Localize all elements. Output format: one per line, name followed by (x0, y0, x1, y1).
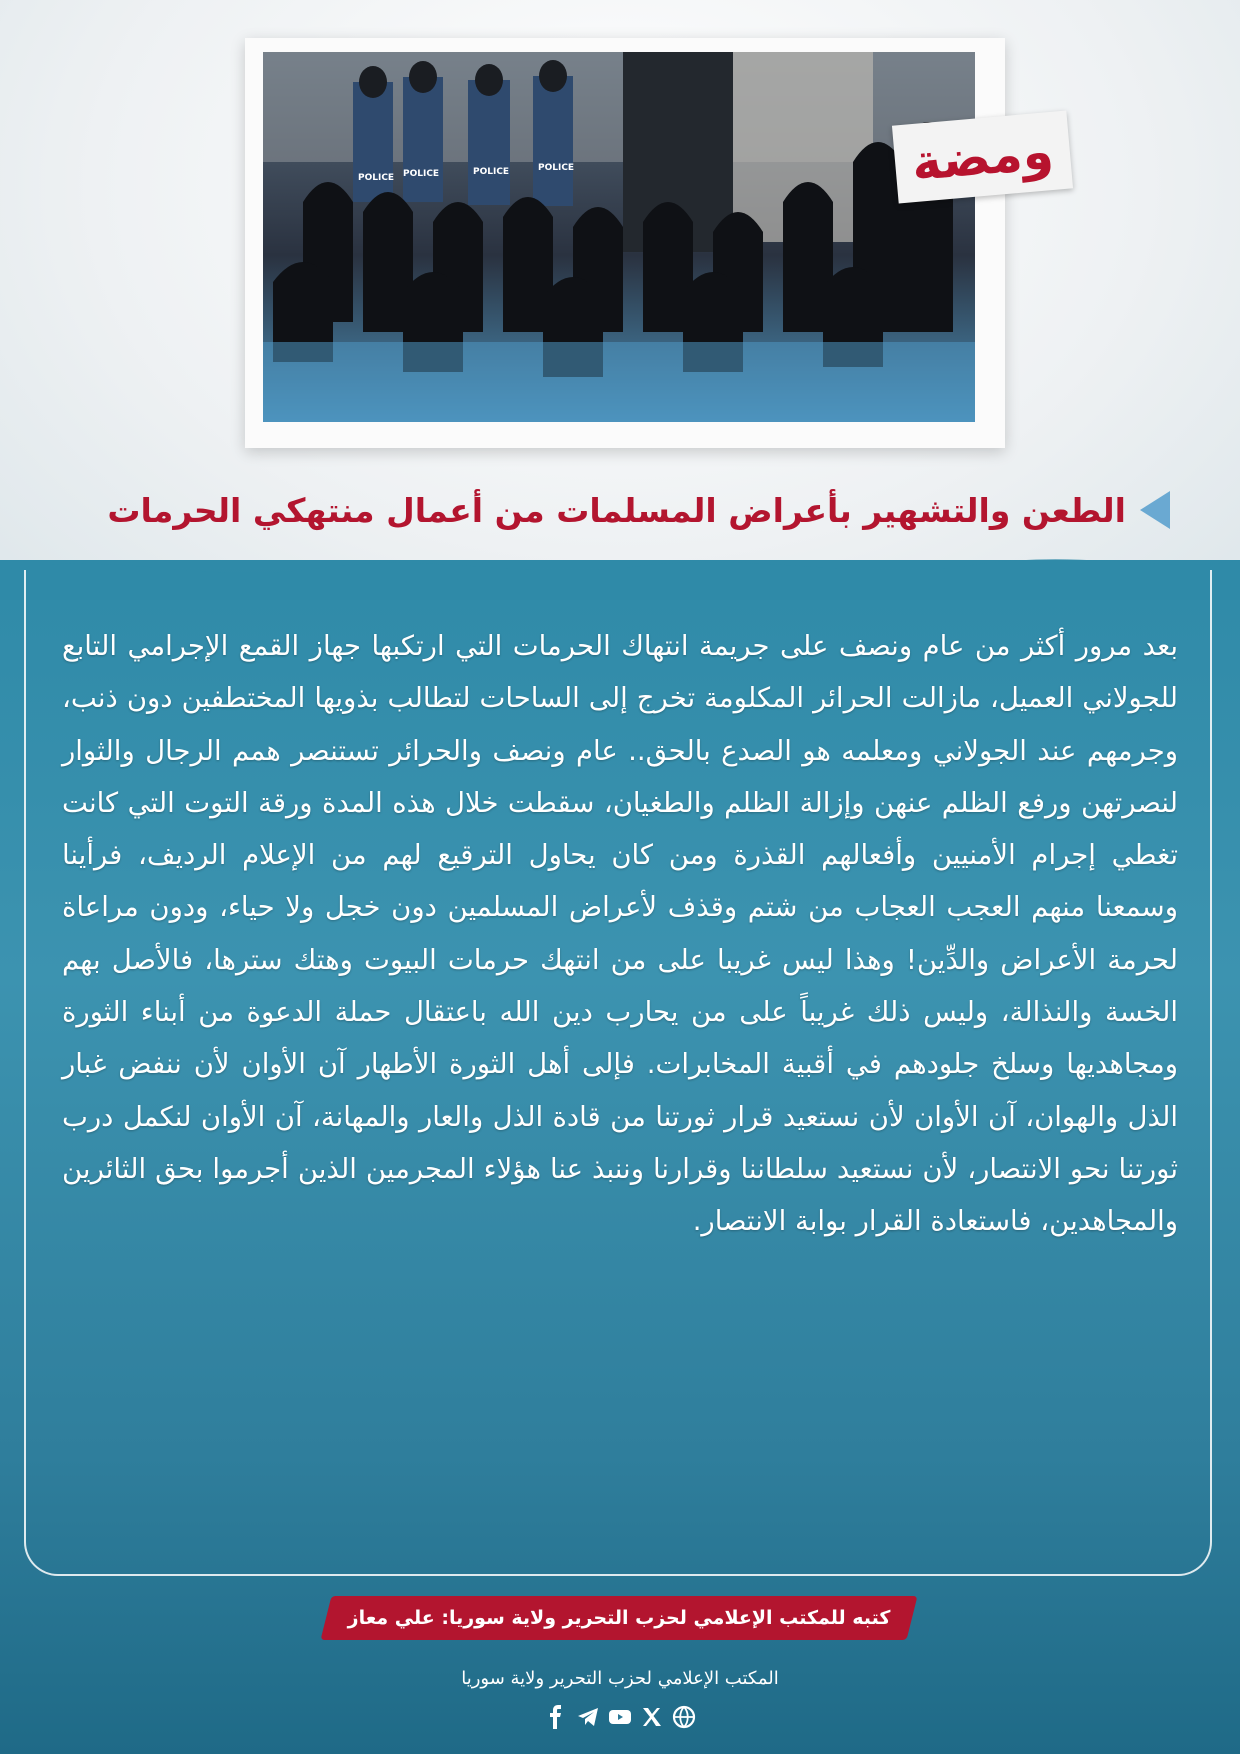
telegram-icon[interactable] (575, 1704, 601, 1730)
stamp-label: ومضة (909, 121, 1056, 193)
police-label: POLICE (358, 173, 395, 183)
police-label: POLICE (538, 163, 575, 173)
footer-office-name: المكتب الإعلامي لحزب التحرير ولاية سوريا (461, 1668, 779, 1689)
website-icon[interactable] (671, 1704, 697, 1730)
police-label: POLICE (403, 169, 440, 179)
photo-frame (245, 38, 1005, 448)
headline-row (100, 484, 1170, 536)
x-icon[interactable] (639, 1704, 665, 1730)
article-headline: الطعن والتشهير بأعراض المسلمات من أعمال منتهكي الحرمات (107, 490, 1126, 530)
wamdha-stamp (892, 111, 1073, 204)
youtube-icon[interactable] (607, 1704, 633, 1730)
protest-photo (263, 52, 975, 422)
author-credit: كتبه للمكتب الإعلامي لحزب التحرير ولاية سوريا: علي معاز (347, 1607, 891, 1629)
article-body: بعد مرور أكثر من عام ونصف على جريمة انتهاك الحرمات التي ارتكبها جهاز القمع الإجرامي التابع للجولاني العميل، مازالت الحرائر المكلومة تخرج إلى الساحات لتطالب بذويها المختطفين دون ذنب، وجرمهم عند الجولاني ومعلمه هو الصدع بالحق.. عام ونصف والحرائر تستنصر همم الرجال والثوار لنصرتهن ورفع الظلم عنهن وإزالة الظلم والطغيان، سقطت خلال هذه المدة ورقة التوت التي كانت تغطي إجرام الأمنيين وأفعالهم القذرة ومن كان يحاول الترقيع لهم من الإعلام الرديف، فرأينا وسمعنا منهم العجب العجاب من شتم وقذف لأعراض المسلمين دون خجل ولا حياء، ودون مراعاة لحرمة الأعراض والدِّين! وهذا ليس غريبا على من انتهك حرمات البيوت وهتك سترها، فالأصل بهم الخسة والنذالة، وليس ذلك غريباً على من يحارب دين الله باعتقال حملة الدعوة من أبناء الثورة ومجاهديها وسلخ جلودهم في أقبية المخابرات. فإلى أهل الثورة الأطهار آن الأوان لأن ننفض غبار الذل والهوان، آن الأوان لأن نستعيد قرار ثورتنا من قادة الذل والعار والمهانة، آن الأوان لنكمل درب ثورتنا نحو الانتصار، لأن نستعيد سلطاننا وقرارنا وننبذ عنا هؤلاء المجرمين الذين أجرموا بحق الثائرين والمجاهدين، فاستعادة القرار بوابة الانتصار. (62, 630, 1178, 1238)
triangle-arrow-icon (1140, 491, 1170, 529)
social-icons (540, 1702, 700, 1732)
facebook-icon[interactable] (543, 1704, 569, 1730)
police-label: POLICE (473, 167, 510, 177)
